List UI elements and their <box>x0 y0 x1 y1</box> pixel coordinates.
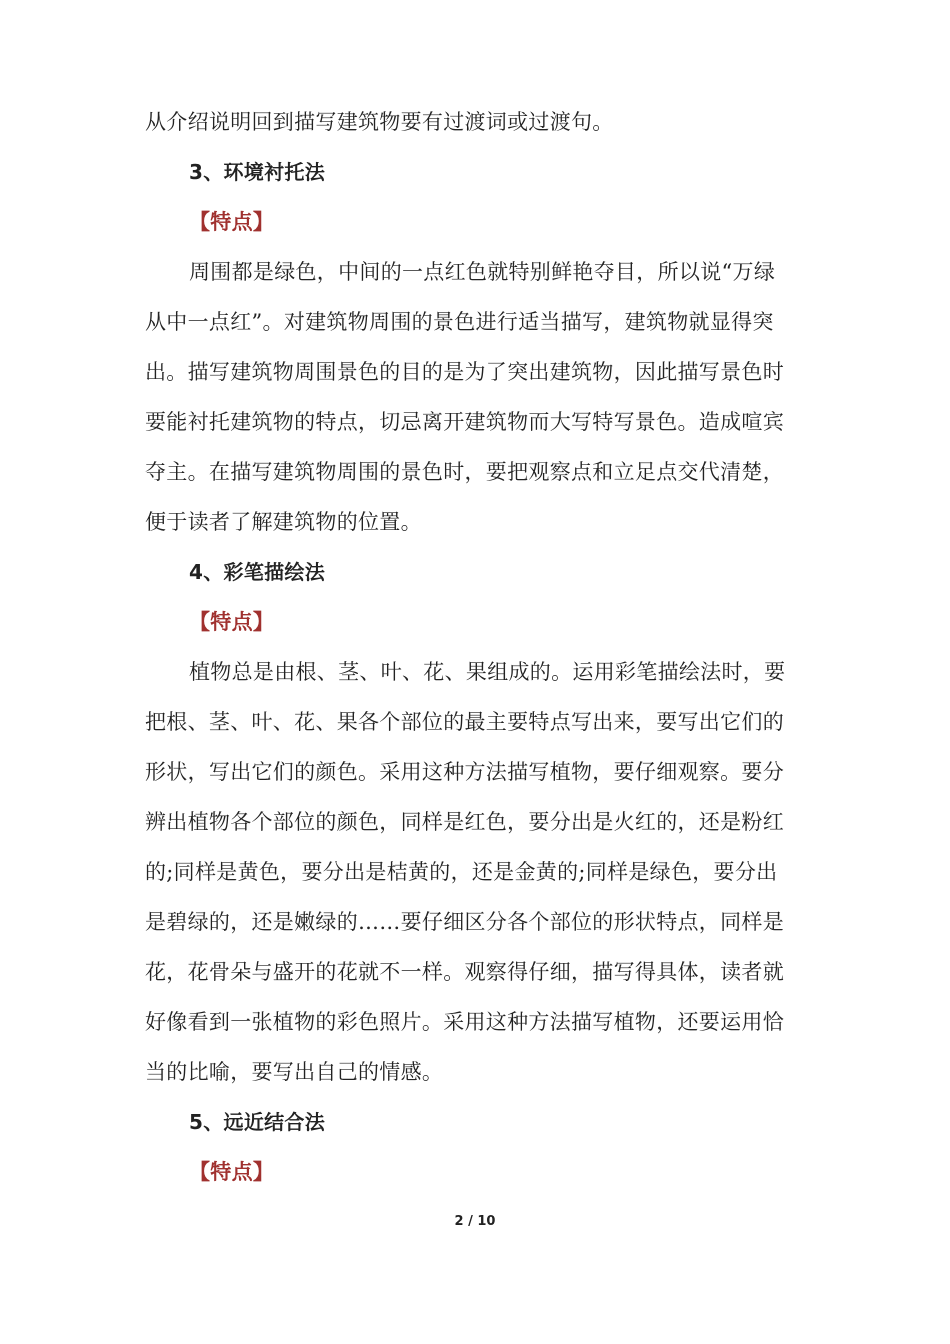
paragraph-line: 从中一点红”。对建筑物周围的景色进行适当描写，建筑物就显得突 <box>145 310 774 334</box>
feature-label: 【特点】 <box>189 1160 275 1184</box>
paragraph-line-continuation: 从介绍说明回到描写建筑物要有过渡词或过渡句。 <box>145 110 614 134</box>
paragraph-line: 是碧绿的，还是嫩绿的……要仔细区分各个部位的形状特点，同样是 <box>145 910 784 934</box>
section-heading-near-far: 5、远近结合法 <box>189 1110 326 1134</box>
paragraph-line: 好像看到一张植物的彩色照片。采用这种方法描写植物，还要运用恰 <box>145 1010 784 1034</box>
paragraph-line: 周围都是绿色，中间的一点红色就特别鲜艳夺目，所以说“万绿 <box>189 260 776 284</box>
paragraph-line: 植物总是由根、茎、叶、花、果组成的。运用彩笔描绘法时，要 <box>189 660 786 684</box>
document-body <box>145 97 810 1197</box>
paragraph-line: 花，花骨朵与盛开的花就不一样。观察得仔细，描写得具体，读者就 <box>145 960 784 984</box>
paragraph-line: 当的比喻，要写出自己的情感。 <box>145 1060 444 1084</box>
feature-label: 【特点】 <box>189 610 275 634</box>
paragraph-line: 的;同样是黄色，要分出是桔黄的，还是金黄的;同样是绿色，要分出 <box>145 860 778 884</box>
section-heading-environment: 3、环境衬托法 <box>189 160 326 184</box>
paragraph-line: 夺主。在描写建筑物周围的景色时，要把观察点和立足点交代清楚， <box>145 460 784 484</box>
paragraph-line: 要能衬托建筑物的特点，切忌离开建筑物而大写特写景色。造成喧宾 <box>145 410 784 434</box>
paragraph-line: 便于读者了解建筑物的位置。 <box>145 510 422 534</box>
section-heading-color-pen: 4、彩笔描绘法 <box>189 560 326 584</box>
paragraph-line: 出。描写建筑物周围景色的目的是为了突出建筑物，因此描写景色时 <box>145 360 784 384</box>
page-number: 2 / 10 <box>454 1214 496 1229</box>
paragraph-line: 形状，写出它们的颜色。采用这种方法描写植物，要仔细观察。要分 <box>145 760 784 784</box>
paragraph-line: 辨出植物各个部位的颜色，同样是红色，要分出是火红的，还是粉红 <box>145 810 784 834</box>
feature-label: 【特点】 <box>189 210 275 234</box>
paragraph-line: 把根、茎、叶、花、果各个部位的最主要特点写出来，要写出它们的 <box>145 710 784 734</box>
